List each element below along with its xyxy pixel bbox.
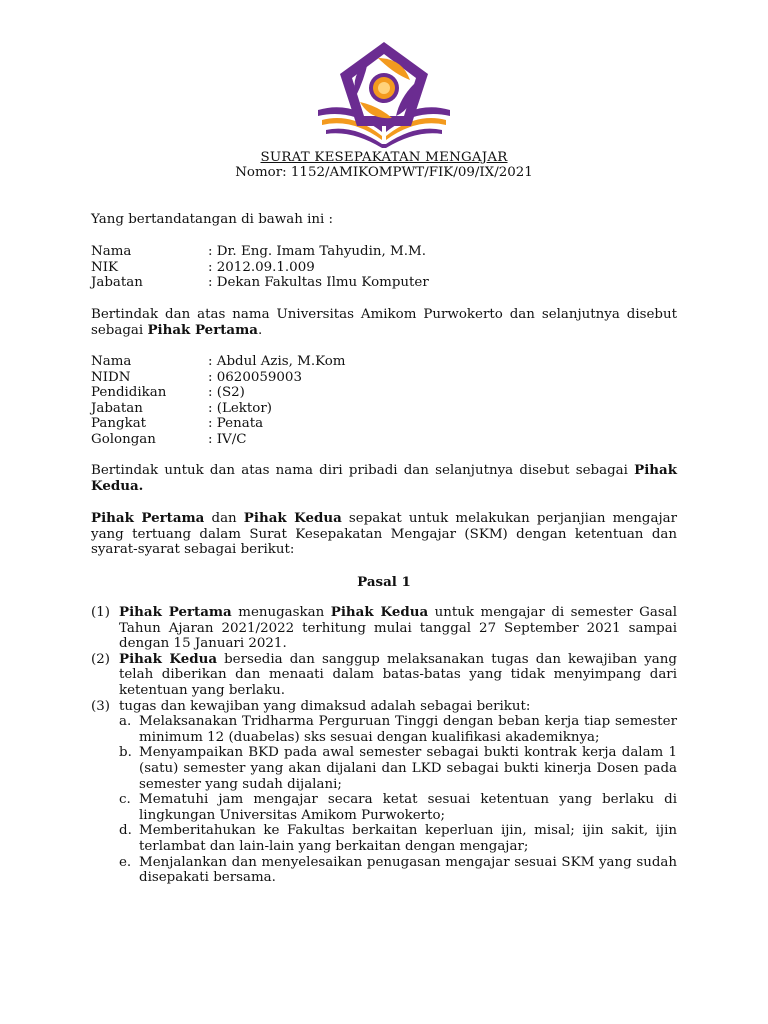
amikom-logo-icon: [312, 40, 456, 148]
field-row: [91, 370, 677, 386]
pasal-heading: Pasal 1: [357, 574, 411, 590]
statement-text: Bertindak untuk dan atas nama diri pribadi dan selanjutnya disebut sebagai: [91, 463, 635, 478]
field-label: Golongan: [91, 431, 156, 447]
item-text: menugaskan: [231, 605, 331, 620]
field-label: Nama: [91, 354, 132, 369]
sub-item: [119, 823, 677, 854]
field-label: Nama: [91, 244, 132, 259]
statement-text: Bertindak dan atas nama Universitas Amikom Purwokerto dan selanjutnya disebut sebagai: [91, 307, 677, 338]
agreement-paragraph: [91, 511, 677, 558]
document-number: Nomor: 1152/AMIKOMPWT/FIK/09/IX/2021: [235, 165, 533, 180]
party-name: Pihak Kedua.: [91, 462, 677, 494]
sub-text: Mematuhi jam mengajar secara ketat sesuai ketentuan yang berlaku di lingkungan Universitas Amikom Purwokerto;: [139, 792, 677, 823]
sub-item: [119, 792, 677, 823]
sub-letter: e.: [119, 854, 132, 870]
field-row: [91, 432, 677, 448]
field-value: : Dekan Fakultas Ilmu Komputer: [208, 275, 429, 291]
field-value: : IV/C: [208, 431, 247, 447]
field-row: [91, 244, 677, 260]
item-text: tugas dan kewajiban yang dimaksud adalah sebagai berikut:: [119, 698, 531, 714]
party-name: Pihak Kedua: [243, 510, 342, 526]
article-list: [91, 605, 677, 886]
sub-item: [119, 714, 677, 745]
party-name: Pihak Pertama: [91, 510, 205, 526]
sub-text: Memberitahukan ke Fakultas berkaitan keperluan ijin, misal; ijin sakit, ijin terlambat dan lain-lain yang berkaitan dengan mengajar;: [139, 823, 677, 854]
field-row: [91, 401, 677, 417]
document-title: SURAT KESEPAKATAN MENGAJAR: [260, 150, 508, 165]
field-label: Jabatan: [91, 400, 143, 416]
field-value: : 2012.09.1.009: [208, 259, 315, 275]
sub-text: Melaksanakan Tridharma Perguruan Tinggi dengan beban kerja tiap semester minimum 12 (duabelas) sks sesuai dengan kualifikasi akademiknya;: [139, 714, 677, 745]
field-label: Pangkat: [91, 416, 147, 432]
item-number: (1): [91, 605, 110, 620]
field-label: NIDN: [91, 369, 131, 385]
field-label: Pendidikan: [91, 385, 167, 401]
field-label: Jabatan: [91, 275, 143, 291]
field-value: : Dr. Eng. Imam Tahyudin, M.M.: [208, 244, 426, 259]
sub-text: Menjalankan dan menyelesaikan penugasan mengajar sesuai SKM yang sudah disepakati bersama.: [139, 854, 677, 886]
party-name: Pihak Kedua: [119, 650, 217, 667]
field-value: : (S2): [208, 385, 245, 401]
field-value: : 0620059003: [208, 369, 302, 385]
item-text: bersedia dan sanggup melaksanakan tugas dan kewajiban yang telah diberikan dan menaati dalam batas-batas yang tidak menyimpang dari ketentuan yang berlaku.: [119, 651, 677, 698]
sub-letter: a.: [119, 714, 132, 730]
field-row: [91, 416, 677, 432]
sub-letter: c.: [119, 792, 131, 808]
item-text: untuk mengajar di semester Gasal Tahun Ajaran 2021/2022 terhitung mulai tanggal 27 September 2021 sampai dengan 15 Januari 2021.: [119, 605, 677, 652]
party-name: Pihak Pertama: [147, 321, 258, 338]
field-row: [91, 385, 677, 401]
field-row: [91, 275, 677, 291]
first-party-statement: [91, 307, 677, 338]
list-item: [91, 699, 677, 886]
first-party-fields: [91, 244, 677, 291]
item-number: (2): [91, 651, 110, 667]
item-number: (3): [91, 698, 110, 714]
sub-text: Menyampaikan BKD pada awal semester sebagai bukti kontrak kerja dalam 1 (satu) semester yang akan dijalani dan LKD sebagai bukti kinerja Dosen pada semester yang sudah dijalani;: [139, 745, 677, 792]
sub-item: [119, 855, 677, 886]
field-row: [91, 354, 677, 370]
field-row: [91, 260, 677, 276]
field-label: NIK: [91, 259, 119, 275]
intro-text: Yang bertandatangan di bawah ini :: [91, 212, 334, 227]
list-item: [91, 605, 677, 652]
sub-letter: b.: [119, 745, 132, 761]
party-name: Pihak Pertama: [119, 604, 232, 620]
field-value: : (Lektor): [208, 400, 272, 416]
field-value: : Penata: [208, 416, 264, 432]
list-item: [91, 652, 677, 699]
party-name: Pihak Kedua: [330, 604, 429, 620]
second-party-fields: [91, 354, 677, 448]
field-value: : Abdul Azis, M.Kom: [208, 354, 346, 369]
sub-letter: d.: [119, 823, 132, 839]
sub-list: [119, 714, 677, 886]
sub-item: [119, 745, 677, 792]
statement-end: .: [257, 322, 263, 338]
agreement-text: sepakat untuk melakukan perjanjian mengajar yang tertuang dalam Surat Kesepakatan Mengajar (SKM) dengan ketentuan dan syarat-syarat sebagai berikut:: [91, 511, 677, 558]
second-party-statement: [91, 463, 677, 494]
connector-text: dan: [204, 511, 244, 526]
